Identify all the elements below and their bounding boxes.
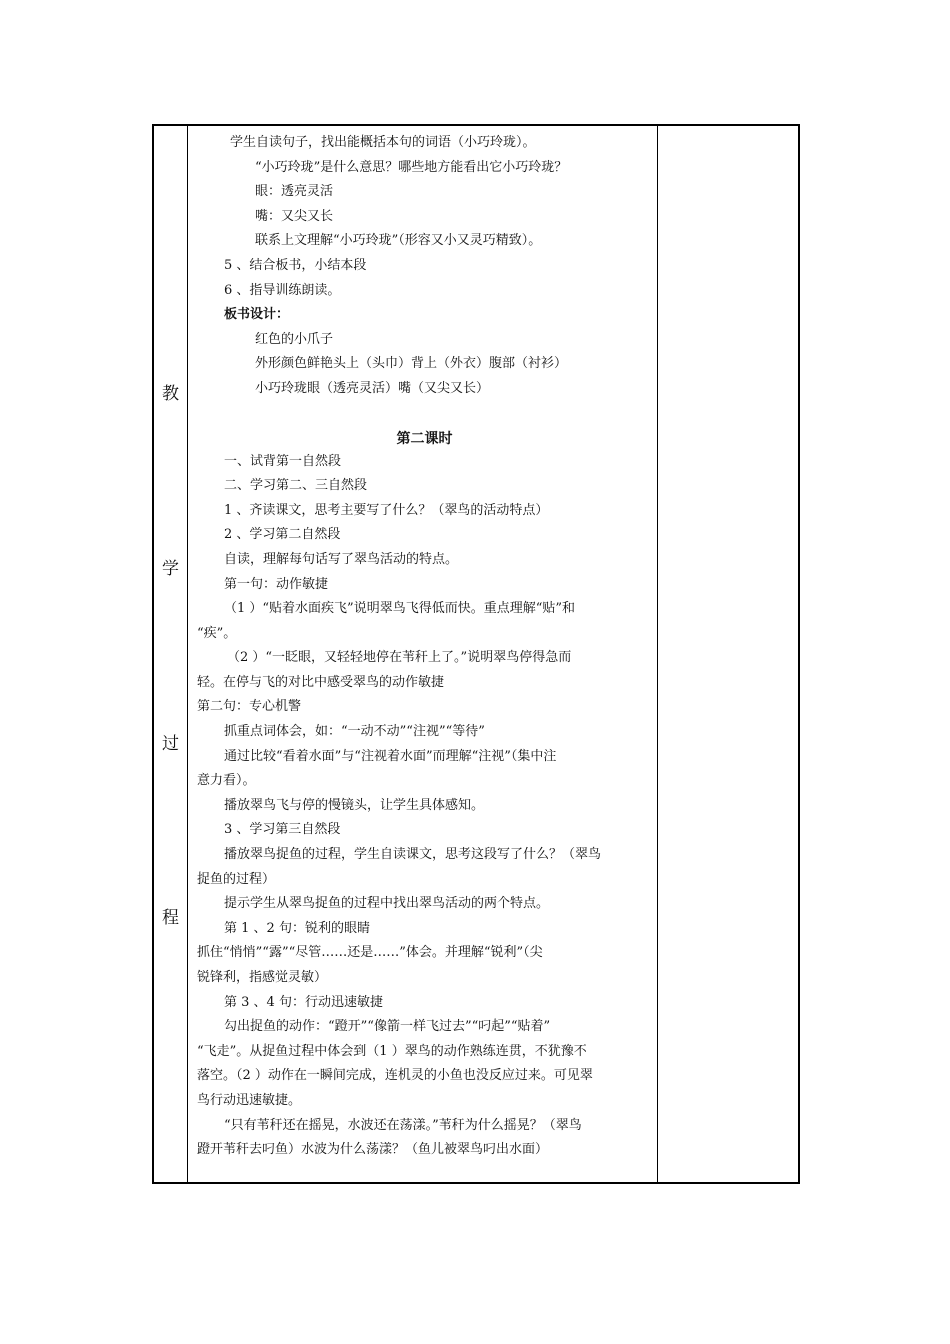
text-line: （1 ）“贴着水面疾飞”说明翠鸟飞得低而快。重点理解“贴”和 <box>224 601 575 617</box>
text-line: 第 3 、4 句：行动迅速敏捷 <box>224 994 383 1010</box>
text-line: 联系上文理解“小巧玲珑”（形容又小又灵巧精致）。 <box>255 233 542 249</box>
column-divider-left <box>187 126 188 1182</box>
text-line: 6 、指导训练朗读。 <box>224 282 341 298</box>
lesson-title: 第二课时 <box>396 430 453 447</box>
text-line: （2 ）“一眨眼，又轻轻地停在苇秆上了。”说明翠鸟停得急而 <box>227 650 572 666</box>
side-label-guo: 过 <box>162 734 179 754</box>
text-line: 外形颜色鲜艳头上（头巾）背上（外衣）腹部（衬衫） <box>255 356 568 372</box>
text-line: 抓住“悄悄”“露”“尽管……还是……”体会。并理解“锐利”（尖 <box>197 945 543 961</box>
text-line: 学生自读句子，找出能概括本句的词语（小巧玲珑）。 <box>230 135 536 150</box>
text-line: 抓重点词体会，如：“一动不动”“注视”“等待” <box>224 724 485 740</box>
text-line: 第一句：动作敏捷 <box>224 576 329 592</box>
text-line: “小巧玲珑”是什么意思？哪些地方能看出它小巧玲珑？ <box>255 159 568 175</box>
text-line: “只有苇秆还在摇晃，水波还在荡漾。”苇秆为什么摇晃？（翠鸟 <box>224 1117 582 1133</box>
board-design-heading: 板书设计： <box>224 307 290 323</box>
lesson-table <box>152 124 800 1184</box>
text-line: 眼：透亮灵活 <box>255 184 334 200</box>
text-line: 勾出捉鱼的动作：“蹬开”“像箭一样飞过去”“叼起”“贴着” <box>224 1019 551 1035</box>
text-line: 通过比较“看着水面”与“注视着水面”而理解“注视”（集中注 <box>224 748 557 764</box>
text-line: 提示学生从翠鸟捉鱼的过程中找出翠鸟活动的两个特点。 <box>224 896 550 912</box>
text-line: “飞走”。从捉鱼过程中体会到（1 ）翠鸟的动作熟练连贯，不犹豫不 <box>197 1043 587 1059</box>
text-line: “疾”。 <box>197 625 237 641</box>
text-line: 落空。（2 ）动作在一瞬间完成，连机灵的小鱼也没反应过来。可见翠 <box>197 1068 593 1084</box>
side-label-cheng: 程 <box>162 908 179 928</box>
text-line: 轻。在停与飞的对比中感受翠鸟的动作敏捷 <box>197 674 445 690</box>
side-label-jiao: 教 <box>162 384 179 404</box>
text-line: 捉鱼的过程） <box>197 871 276 887</box>
text-line: 小巧玲珑眼（透亮灵活）嘴（又尖又长） <box>255 380 490 396</box>
text-line: 自读，理解每句话写了翠鸟活动的特点。 <box>224 551 459 567</box>
text-line: 嘴：又尖又长 <box>255 208 334 224</box>
text-line: 锐锋利，指感觉灵敏） <box>197 970 328 985</box>
text-line: 二、学习第二、三自然段 <box>224 478 368 494</box>
text-line: 5 、结合板书，小结本段 <box>224 257 367 273</box>
text-line: 播放翠鸟捉鱼的过程，学生自读课文，思考这段写了什么？（翠鸟 <box>224 847 602 863</box>
side-label-xue: 学 <box>162 559 179 579</box>
text-line: 播放翠鸟飞与停的慢镜头，让学生具体感知。 <box>224 797 485 813</box>
text-line: 意力看）。 <box>197 773 256 789</box>
text-line: 鸟行动迅速敏捷。 <box>197 1092 302 1108</box>
text-line: 1 、齐读课文，思考主要写了什么？（翠鸟的活动特点） <box>224 502 549 518</box>
text-line: 3 、学习第三自然段 <box>224 822 341 838</box>
lesson-content <box>197 131 652 1163</box>
text-line: 红色的小爪子 <box>255 331 334 347</box>
text-line: 一、试背第一自然段 <box>224 453 342 469</box>
text-line: 蹬开苇秆去叼鱼）水波为什么荡漾？（鱼儿被翠鸟叼出水面） <box>197 1142 549 1158</box>
text-line: 2 、学习第二自然段 <box>224 527 341 543</box>
text-line: 第二句：专心机警 <box>197 699 302 715</box>
column-divider-right <box>657 126 658 1182</box>
text-line: 第 1 、2 句：锐利的眼睛 <box>224 920 370 936</box>
